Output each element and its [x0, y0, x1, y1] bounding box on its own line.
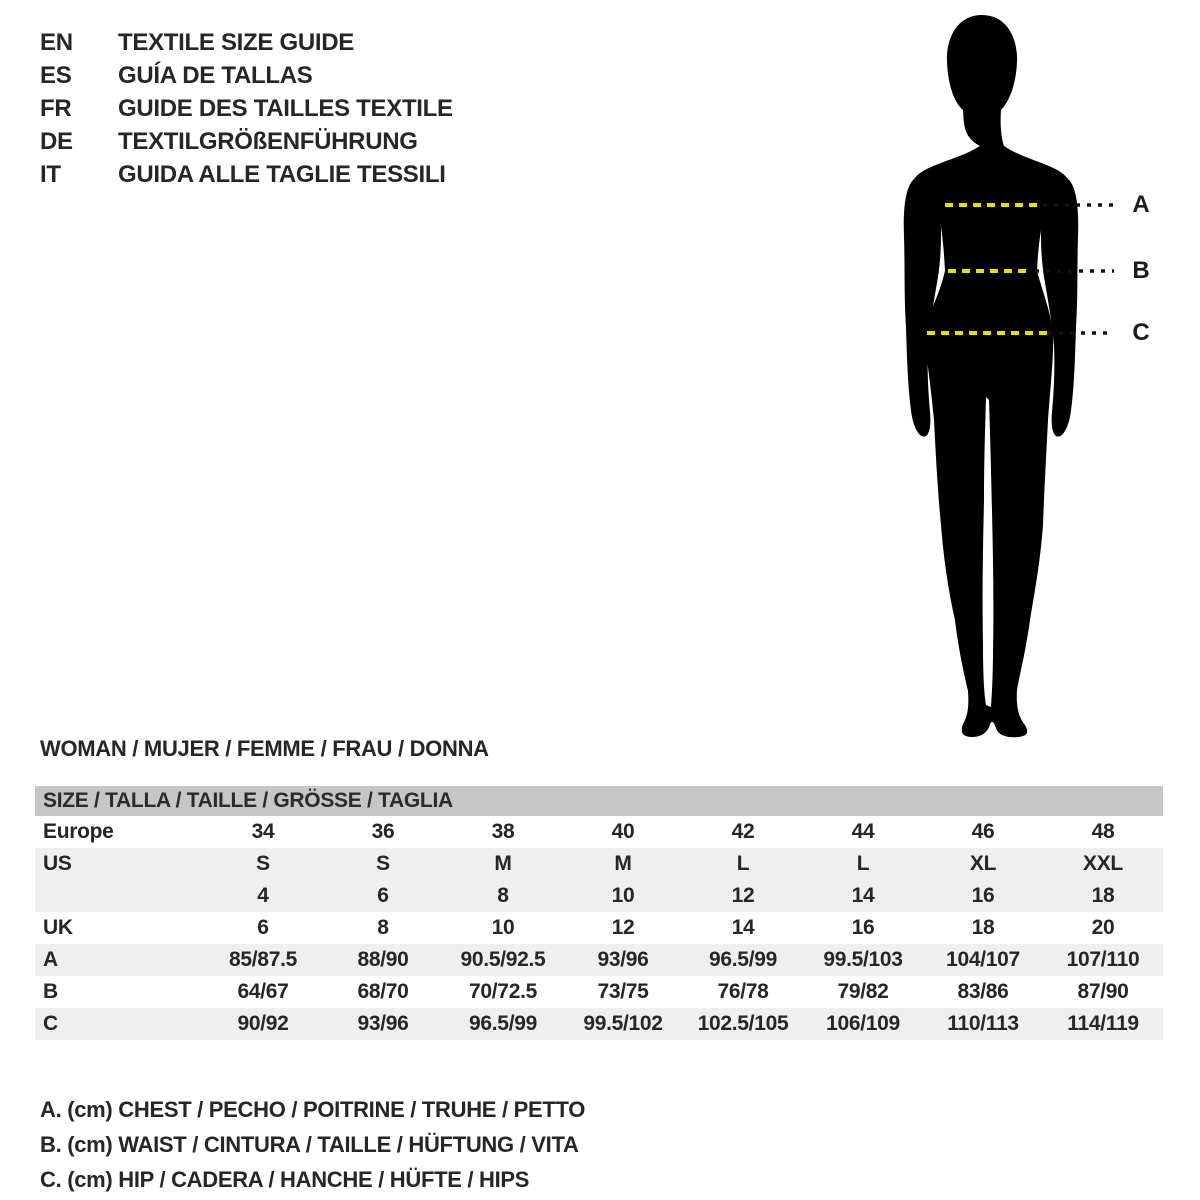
size-cell: M	[614, 852, 632, 875]
size-cell: 38	[491, 820, 515, 843]
language-code: IT	[40, 161, 61, 188]
size-cell: 4	[257, 884, 269, 907]
language-row-es	[40, 59, 453, 92]
woman-silhouette-figure	[860, 5, 1120, 745]
measure-label-b: B	[1132, 257, 1150, 284]
size-cell: L	[856, 852, 870, 875]
language-row-en	[40, 26, 453, 59]
gender-heading: WOMAN / MUJER / FEMME / FRAU / DONNA	[40, 736, 489, 761]
size-cell: XL	[969, 852, 997, 875]
size-cell: 90/92	[237, 1012, 289, 1035]
size-cell: 70/72.5	[469, 980, 537, 1003]
language-row-de	[40, 125, 453, 158]
size-cell: XXL	[1083, 852, 1123, 875]
size-cell: 73/75	[597, 980, 649, 1003]
language-guide-title: TEXTILE SIZE GUIDE	[118, 29, 354, 56]
size-cell: S	[376, 852, 390, 875]
size-cell: 79/82	[837, 980, 889, 1003]
size-cell: 16	[851, 916, 875, 939]
language-row-fr	[40, 92, 453, 125]
size-cell: 87/90	[1077, 980, 1129, 1003]
language-code: ES	[40, 62, 72, 89]
size-cell: 10	[611, 884, 635, 907]
size-cell: 90.5/92.5	[460, 948, 546, 971]
legend-line-a: A. (cm) CHEST / PECHO / POITRINE / TRUHE / PETTO	[40, 1097, 586, 1122]
row-label: Europe	[43, 820, 114, 843]
size-cell: S	[256, 852, 270, 875]
measure-label-a: A	[1132, 191, 1150, 218]
size-cell: 6	[377, 884, 389, 907]
language-code: FR	[40, 95, 72, 122]
size-cell: 99.5/103	[823, 948, 903, 971]
row-label: C	[43, 1012, 58, 1035]
size-cell: 34	[251, 820, 275, 843]
row-label: A	[43, 948, 58, 971]
table-row-europe	[35, 816, 1163, 848]
size-cell: 44	[851, 820, 875, 843]
size-cell: 93/96	[597, 948, 649, 971]
language-guide-title: GUIDA ALLE TAGLIE TESSILI	[118, 161, 446, 188]
size-cell: 102.5/105	[697, 1012, 789, 1035]
size-cell: 18	[1091, 884, 1115, 907]
size-cell: 12	[731, 884, 755, 907]
size-cell: 16	[971, 884, 995, 907]
size-cell: 88/90	[357, 948, 409, 971]
size-cell: 14	[731, 916, 755, 939]
language-guide-title: GUÍA DE TALLAS	[118, 62, 313, 89]
size-cell: 36	[371, 820, 395, 843]
legend-line-c: C. (cm) HIP / CADERA / HANCHE / HÜFTE / HIPS	[40, 1167, 530, 1192]
measure-label-c: C	[1132, 319, 1150, 346]
language-row-it	[40, 158, 453, 191]
table-row-a	[35, 944, 1163, 976]
size-cell: 64/67	[237, 980, 289, 1003]
language-guide-title: TEXTILGRÖßENFÜHRUNG	[118, 128, 418, 155]
size-cell: 107/110	[1066, 948, 1140, 971]
size-cell: 46	[971, 820, 995, 843]
legend-line-b: B. (cm) WAIST / CINTURA / TAILLE / HÜFTUNG / VITA	[40, 1132, 579, 1157]
size-cell: 106/109	[826, 1012, 900, 1035]
measurement-legend	[40, 1092, 585, 1197]
size-cell: 12	[611, 916, 635, 939]
size-cell: 85/87.5	[229, 948, 297, 971]
table-row-b	[35, 976, 1163, 1008]
size-table	[35, 786, 1163, 1040]
size-cell: 76/78	[717, 980, 769, 1003]
size-cell: 18	[971, 916, 995, 939]
language-code: EN	[40, 29, 73, 56]
size-cell: 6	[257, 916, 269, 939]
size-cell: 96.5/99	[709, 948, 777, 971]
language-code: DE	[40, 128, 73, 155]
size-cell: 10	[491, 916, 515, 939]
size-cell: L	[736, 852, 750, 875]
language-guide-title: GUIDE DES TAILLES TEXTILE	[118, 95, 453, 122]
row-label: US	[43, 852, 72, 875]
size-cell: 14	[851, 884, 875, 907]
row-label: B	[43, 980, 58, 1003]
size-cell: 8	[377, 916, 389, 939]
table-row-uk	[35, 912, 1163, 944]
table-row-us	[35, 848, 1163, 880]
row-label: UK	[43, 916, 73, 939]
table-row-c	[35, 1008, 1163, 1040]
table-row-us-numeric	[35, 880, 1163, 912]
language-title-list	[40, 26, 453, 191]
size-cell: 20	[1091, 916, 1115, 939]
size-cell: 99.5/102	[583, 1012, 663, 1035]
size-cell: 68/70	[357, 980, 409, 1003]
size-cell: 48	[1091, 820, 1115, 843]
size-cell: 114/119	[1067, 1012, 1139, 1035]
size-cell: 110/113	[947, 1012, 1019, 1035]
size-cell: 104/107	[946, 948, 1020, 971]
size-cell: M	[494, 852, 512, 875]
size-cell: 42	[731, 820, 755, 843]
size-cell: 93/96	[357, 1012, 409, 1035]
woman-silhouette-svg	[860, 5, 1120, 745]
size-table-header: SIZE / TALLA / TAILLE / GRÖSSE / TAGLIA	[35, 786, 1163, 816]
size-cell: 96.5/99	[469, 1012, 537, 1035]
size-cell: 40	[611, 820, 635, 843]
size-cell: 83/86	[957, 980, 1009, 1003]
size-cell: 8	[497, 884, 509, 907]
size-table-body	[35, 816, 1163, 1040]
